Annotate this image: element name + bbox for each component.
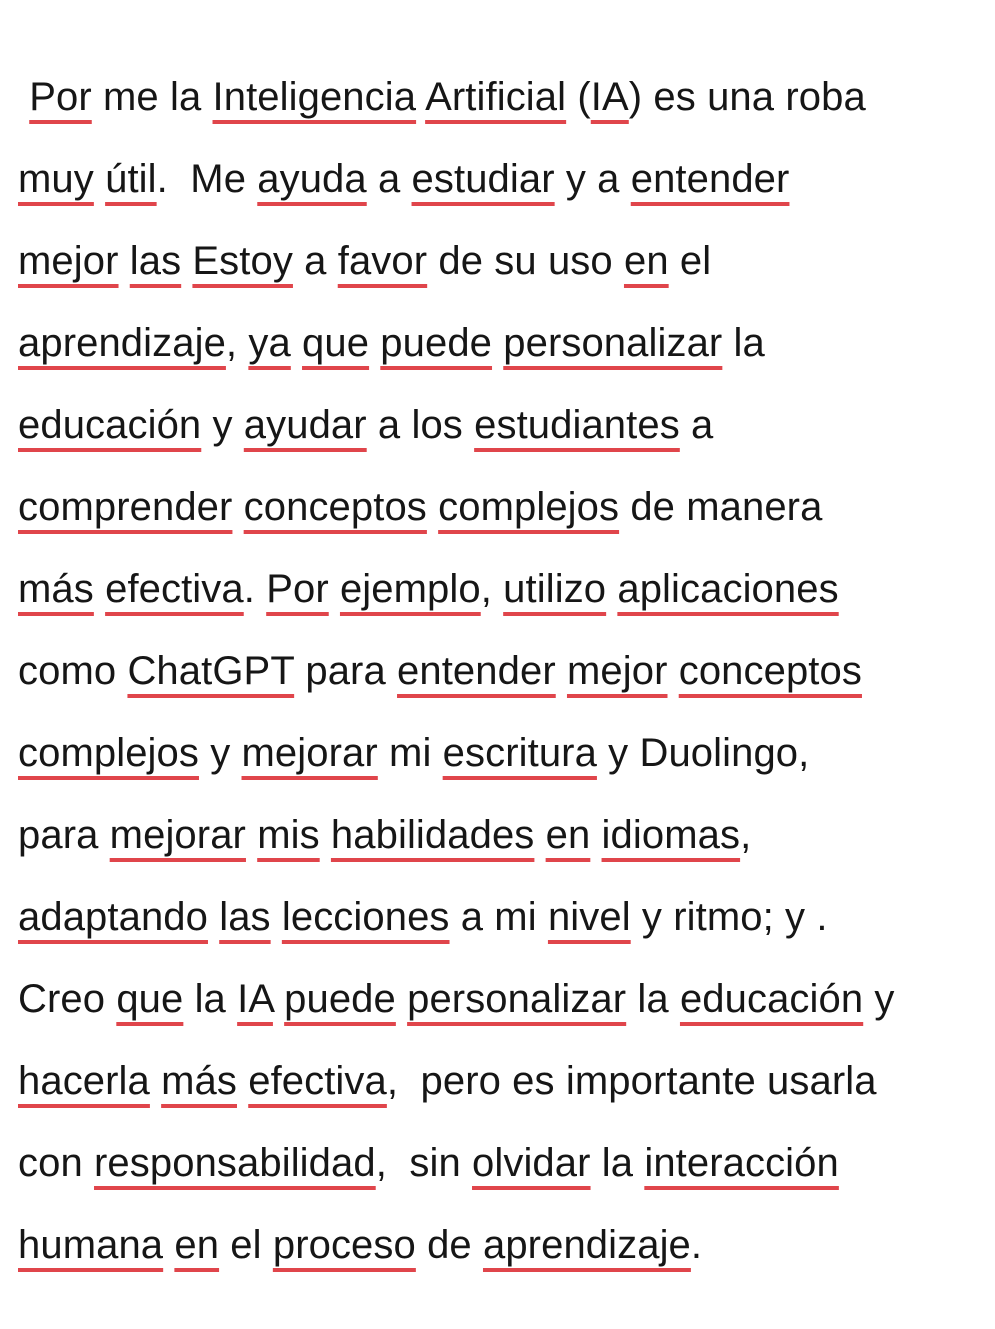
spellcheck-flagged-word[interactable]: estudiantes — [474, 403, 680, 447]
spellcheck-flagged-word[interactable]: IA — [237, 977, 273, 1021]
spellcheck-flagged-word[interactable]: mis — [257, 813, 320, 857]
text-run — [320, 813, 331, 857]
spellcheck-flagged-word[interactable]: lecciones — [281, 895, 450, 939]
spellcheck-flagged-word[interactable]: Estoy — [192, 239, 293, 283]
spellcheck-flagged-word[interactable]: IA — [590, 75, 629, 119]
text-line — [18, 1122, 983, 1204]
spellcheck-flagged-word[interactable]: en — [174, 1223, 220, 1267]
spellcheck-flagged-word[interactable]: utilizo — [503, 567, 607, 611]
spellcheck-flagged-word[interactable]: responsabilidad — [94, 1141, 376, 1185]
text-run: me la — [91, 75, 213, 119]
spellcheck-flagged-word[interactable]: efectiva — [248, 1059, 387, 1103]
text-line — [18, 220, 983, 302]
text-run: el — [668, 239, 712, 283]
spellcheck-flagged-word[interactable]: nivel — [547, 895, 631, 939]
spellcheck-flagged-word[interactable]: olvidar — [472, 1141, 591, 1185]
text-line — [18, 302, 983, 384]
spellcheck-flagged-word[interactable]: mejor — [18, 239, 119, 283]
text-run — [396, 977, 407, 1021]
spellcheck-flagged-word[interactable]: complejos — [438, 485, 620, 529]
text-run — [273, 977, 284, 1021]
spellcheck-flagged-word[interactable]: Artificial — [425, 75, 567, 119]
text-run — [271, 895, 282, 939]
spellcheck-flagged-word[interactable]: ayudar — [243, 403, 367, 447]
text-run: , — [225, 321, 249, 365]
spellcheck-flagged-word[interactable]: las — [129, 239, 182, 283]
spellcheck-flagged-word[interactable]: conceptos — [243, 485, 427, 529]
spellcheck-flagged-word[interactable]: favor — [337, 239, 428, 283]
text-run — [556, 649, 567, 693]
text-run: y — [863, 977, 895, 1021]
spellcheck-flagged-word[interactable]: puede — [284, 977, 396, 1021]
text-run — [291, 321, 302, 365]
text-line — [18, 794, 983, 876]
document-body — [18, 56, 983, 1286]
spellcheck-flagged-word[interactable]: personalizar — [503, 321, 723, 365]
text-run: Creo — [18, 977, 117, 1021]
text-run: , sin — [375, 1141, 473, 1185]
text-run: y ritmo; y . — [630, 895, 828, 939]
spellcheck-flagged-word[interactable]: muy — [18, 157, 94, 201]
spellcheck-flagged-word[interactable]: habilidades — [330, 813, 535, 857]
spellcheck-flagged-word[interactable]: mejor — [566, 649, 668, 693]
text-run — [232, 485, 243, 529]
spellcheck-flagged-word[interactable]: idiomas — [601, 813, 741, 857]
text-run — [119, 239, 130, 283]
text-run: para — [294, 649, 398, 693]
text-line — [18, 548, 983, 630]
spellcheck-flagged-word[interactable]: en — [545, 813, 591, 857]
text-run — [150, 1059, 161, 1103]
text-run: , — [480, 567, 504, 611]
text-line — [18, 876, 983, 958]
text-run: a los — [366, 403, 475, 447]
spellcheck-flagged-word[interactable]: educación — [679, 977, 864, 1021]
spellcheck-flagged-word[interactable]: ya — [248, 321, 291, 365]
text-line — [18, 138, 983, 220]
text-run: a mi — [449, 895, 548, 939]
text-run: de manera — [619, 485, 823, 529]
spellcheck-flagged-word[interactable]: hacerla — [18, 1059, 150, 1103]
text-line — [18, 958, 983, 1040]
text-run: . — [690, 1223, 703, 1267]
text-line — [18, 384, 983, 466]
text-run: y — [198, 731, 242, 775]
spellcheck-flagged-word[interactable]: educación — [18, 403, 202, 447]
text-run: y Duolingo, — [596, 731, 810, 775]
spellcheck-flagged-word[interactable]: efectiva — [105, 567, 244, 611]
spellcheck-flagged-word[interactable]: mejorar — [109, 813, 246, 857]
text-run — [369, 321, 380, 365]
text-run: a — [679, 403, 714, 447]
text-run — [668, 649, 679, 693]
spellcheck-flagged-word[interactable]: en — [623, 239, 669, 283]
text-run — [237, 1059, 248, 1103]
spellcheck-flagged-word[interactable]: mejorar — [241, 731, 378, 775]
spellcheck-flagged-word[interactable]: puede — [380, 321, 493, 365]
text-run: . — [243, 567, 267, 611]
text-line — [18, 56, 983, 138]
spellcheck-flagged-word[interactable]: estudiar — [411, 157, 555, 201]
text-run: y — [201, 403, 244, 447]
text-run: a — [292, 239, 338, 283]
text-run — [606, 567, 617, 611]
spellcheck-flagged-word[interactable]: Inteligencia — [212, 75, 417, 119]
spellcheck-flagged-word[interactable]: las — [219, 895, 271, 939]
spellcheck-flagged-word[interactable]: que — [302, 321, 370, 365]
spellcheck-flagged-word[interactable]: interacción — [644, 1141, 839, 1185]
text-run: la — [722, 321, 765, 365]
spellcheck-flagged-word[interactable]: conceptos — [678, 649, 862, 693]
spellcheck-flagged-word[interactable]: comprender — [18, 485, 233, 529]
text-run — [208, 895, 219, 939]
text-run — [94, 567, 105, 611]
spellcheck-flagged-word[interactable]: Por — [29, 75, 92, 119]
spellcheck-flagged-word[interactable]: entender — [630, 157, 790, 201]
spellcheck-flagged-word[interactable]: entender — [397, 649, 556, 693]
text-run: la — [590, 1141, 645, 1185]
text-run: , pero es importante usarla — [386, 1059, 877, 1103]
text-run: ) es una roba — [628, 75, 866, 119]
text-run: la — [183, 977, 238, 1021]
text-line — [18, 466, 983, 548]
spellcheck-flagged-word[interactable]: más — [161, 1059, 237, 1103]
text-run: de — [415, 1223, 483, 1267]
text-run — [534, 813, 545, 857]
spellcheck-flagged-word[interactable]: ejemplo — [339, 567, 481, 611]
text-run: ( — [566, 75, 591, 119]
text-run — [416, 75, 425, 119]
spellcheck-flagged-word[interactable]: personalizar — [407, 977, 627, 1021]
spellcheck-flagged-word[interactable]: proceso — [272, 1223, 416, 1267]
text-run — [18, 75, 29, 119]
text-run: , — [740, 813, 752, 857]
text-run: el — [219, 1223, 273, 1267]
spellcheck-flagged-word[interactable]: ayuda — [257, 157, 367, 201]
spellcheck-flagged-word[interactable]: ChatGPT — [127, 649, 295, 693]
text-run — [329, 567, 340, 611]
spellcheck-flagged-word[interactable]: aprendizaje — [18, 321, 226, 365]
text-run: y a — [554, 157, 631, 201]
text-run — [427, 485, 438, 529]
text-run: mi — [377, 731, 443, 775]
text-run: como — [18, 649, 128, 693]
text-line — [18, 1040, 983, 1122]
spellcheck-flagged-word[interactable]: escritura — [442, 731, 597, 775]
spellcheck-flagged-word[interactable]: Por — [266, 567, 329, 611]
text-run: a — [366, 157, 412, 201]
spellcheck-flagged-word[interactable]: que — [116, 977, 184, 1021]
text-run — [246, 813, 257, 857]
spellcheck-flagged-word[interactable]: complejos — [18, 731, 199, 775]
spellcheck-flagged-word[interactable]: más — [18, 567, 94, 611]
text-run: la — [626, 977, 680, 1021]
text-line — [18, 712, 983, 794]
text-line — [18, 1204, 983, 1286]
text-run — [163, 1223, 174, 1267]
text-run — [492, 321, 503, 365]
text-line — [18, 630, 983, 712]
text-run — [181, 239, 192, 283]
text-run: con — [18, 1141, 95, 1185]
text-run: para — [18, 813, 110, 857]
text-run — [590, 813, 601, 857]
spellcheck-flagged-word[interactable]: adaptando — [18, 895, 208, 939]
text-run — [94, 157, 105, 201]
spellcheck-flagged-word[interactable]: humana — [18, 1223, 164, 1267]
text-run: de su uso — [427, 239, 624, 283]
spellcheck-flagged-word[interactable]: aplicaciones — [617, 567, 839, 611]
text-run: . Me — [156, 157, 258, 201]
spellcheck-flagged-word[interactable]: útil — [105, 157, 157, 201]
spellcheck-flagged-word[interactable]: aprendizaje — [482, 1223, 691, 1267]
